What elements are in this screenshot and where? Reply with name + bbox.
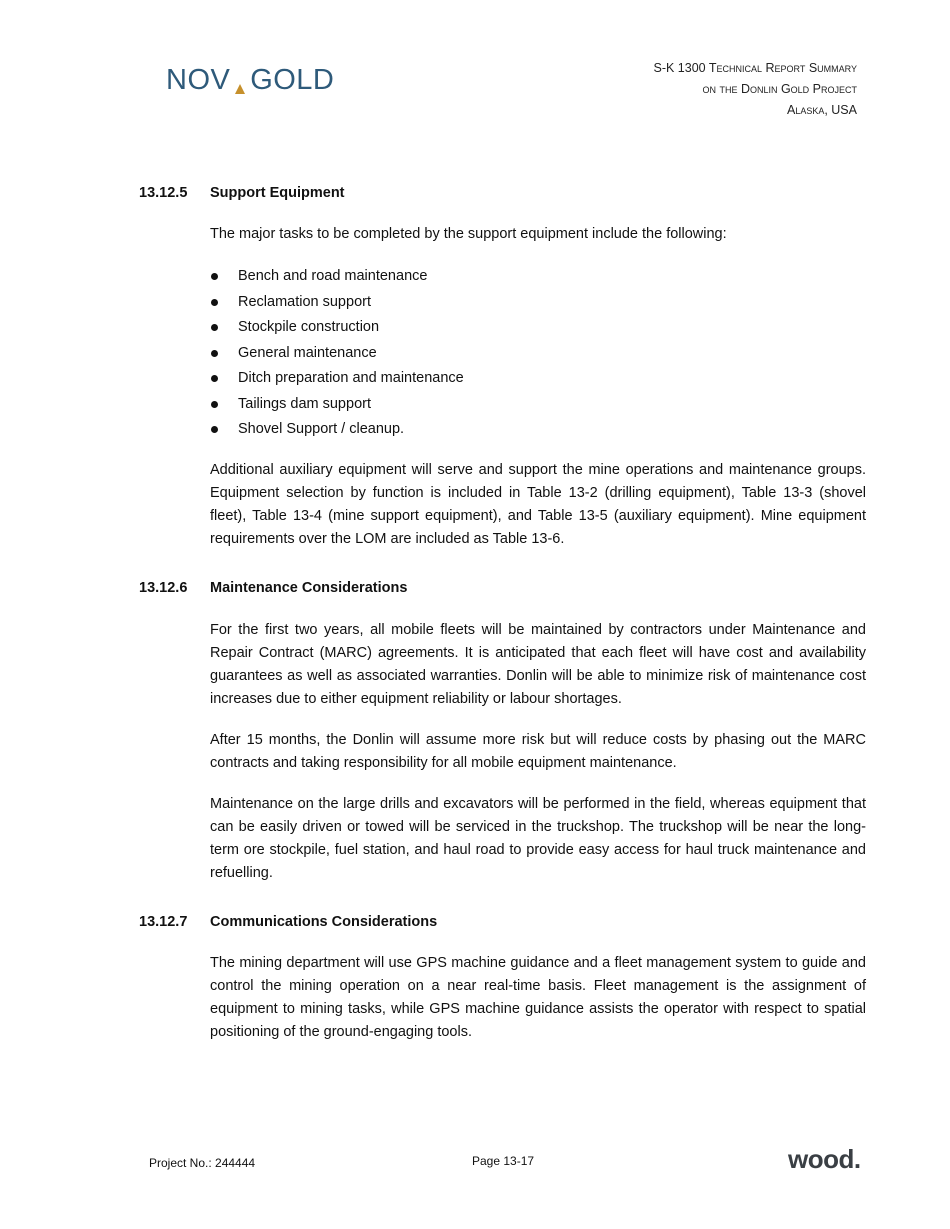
maintenance-p3-block: [210, 793, 866, 885]
section-heading-maintenance: [139, 580, 407, 596]
list-item-text: Ditch preparation and maintenance: [238, 370, 464, 386]
bullet-icon: [211, 350, 218, 357]
maintenance-paragraph-2: After 15 months, the Donlin will assume more risk but will reduce costs by phasing out the MARC contracts and taking responsibility for all mobile equipment maintenance.: [210, 732, 866, 771]
logo-text-left: NOV: [166, 64, 231, 96]
bullet-icon: [211, 375, 218, 382]
novagold-logo: [166, 66, 334, 95]
auxiliary-equipment-block: [210, 459, 866, 551]
report-header: [654, 58, 858, 121]
list-item-text: Stockpile construction: [238, 319, 380, 335]
bullet-icon: [211, 299, 218, 306]
logo-text-right: GOLD: [250, 64, 335, 96]
section-title: Maintenance Considerations: [210, 580, 408, 596]
maintenance-p1-block: [210, 619, 866, 711]
bullet-icon: [211, 401, 218, 408]
list-item-text: Reclamation support: [238, 293, 371, 310]
maintenance-p2-block: [210, 729, 866, 775]
support-intro: [210, 223, 866, 246]
page-number: Page 13-17: [472, 1154, 535, 1168]
list-item: [210, 417, 464, 443]
header-line-1: S-K 1300 Technical Report Summary: [653, 61, 857, 75]
section-title: Communications Considerations: [210, 914, 438, 930]
list-item: [210, 264, 464, 290]
maintenance-paragraph-3: Maintenance on the large drills and excavators will be performed in the field, whereas equipment that can be easily driven or towed will be serviced in the truckshop. The truckshop will be near the long-term ore stockpile, fuel station, and haul road to provide easy access for haul truck maintenance and refuelling.: [210, 796, 866, 881]
bullet-icon: [211, 324, 218, 331]
header-line-3: Alaska, USA: [786, 103, 857, 117]
list-item: [210, 392, 464, 418]
list-item-text: Shovel Support / cleanup.: [238, 421, 405, 437]
header-line-2: on the Donlin Gold Project: [702, 82, 857, 96]
section-heading-communications: [139, 914, 437, 930]
list-item-text: Tailings dam support: [238, 395, 371, 412]
logo-a: [230, 66, 250, 95]
list-item: [210, 341, 464, 367]
section-heading-support-equipment: [139, 185, 345, 201]
communications-block: [210, 952, 866, 1044]
bullet-icon: [211, 273, 218, 280]
wood-logo: wood.: [788, 1144, 861, 1174]
bullet-icon: [211, 426, 218, 433]
list-item: [210, 290, 464, 316]
list-item: [210, 366, 464, 392]
section-number: 13.12.6: [139, 580, 188, 596]
section-title: Support Equipment: [210, 185, 345, 201]
list-item-text: General maintenance: [238, 344, 377, 361]
section-number: 13.12.7: [139, 914, 188, 930]
section-number: 13.12.5: [139, 185, 188, 201]
list-item-text: Bench and road maintenance: [238, 268, 428, 284]
communications-paragraph: The mining department will use GPS machine guidance and a fleet management system to guide and control the mining operation on a near real-time basis. Fleet management is the assignment of equipment to mining tasks, while GPS machine guidance assists the operator with respect to spatial positioning of the ground-engaging tools.: [210, 955, 866, 1040]
support-task-list: [210, 264, 464, 443]
list-item: [210, 315, 464, 341]
logo-triangle-icon: [235, 84, 245, 94]
maintenance-paragraph-1: For the first two years, all mobile fleets will be maintained by contractors under Maintenance and Repair Contract (MARC) agreements. It is anticipated that each fleet will have cost and availability guarantees as well as associated warranties. Donlin will be able to minimize risk of maintenance cost increases due to either equipment reliability or labour shortages.: [210, 622, 866, 707]
intro-paragraph: The major tasks to be completed by the support equipment include the following:: [210, 226, 727, 242]
auxiliary-paragraph: Additional auxiliary equipment will serve and support the mine operations and maintenance groups. Equipment selection by function is included in Table 13-2 (drilling equipment), Table 13-3 (shovel fleet), Table 13-4 (mine support equipment), and Table 13-5 (auxiliary equipment). Mine equipment requirements over the LOM are included as Table 13-6.: [210, 462, 866, 547]
project-number: Project No.: 244444: [149, 1156, 256, 1170]
